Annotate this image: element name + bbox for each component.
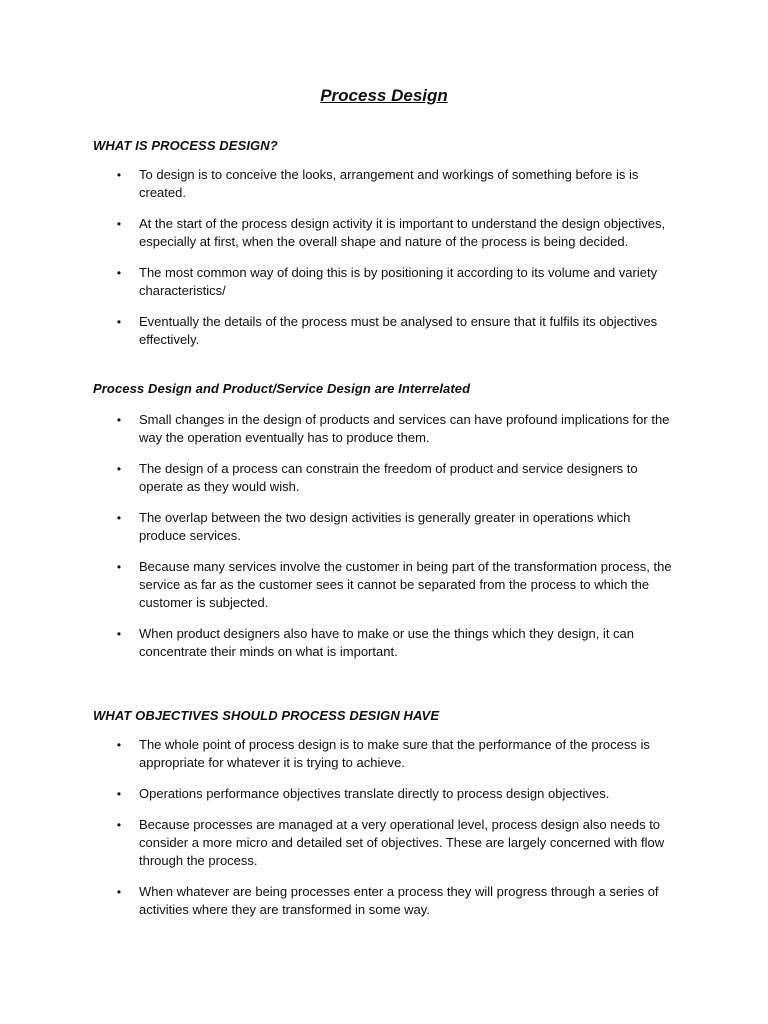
list-item <box>0 816 679 870</box>
list-item-text: The design of a process can constrain the freedom of product and service designers to operate as they would wish. <box>139 461 638 494</box>
bullet-icon: • <box>116 413 122 427</box>
section-heading-what-is-process-design: WHAT IS PROCESS DESIGN? <box>93 138 278 153</box>
section-heading-objectives: WHAT OBJECTIVES SHOULD PROCESS DESIGN HAVE <box>93 708 440 723</box>
list-item <box>0 215 679 251</box>
list-item-text: Because processes are managed at a very operational level, process design also needs to consider a more micro and detailed set of objectives. These are largely concerned with flow through the process. <box>139 817 665 868</box>
list-item <box>0 411 679 447</box>
list-item <box>0 460 679 496</box>
bullet-icon: • <box>116 560 122 574</box>
bullet-icon: • <box>116 787 122 801</box>
list-item <box>0 509 679 545</box>
list-item-text: When product designers also have to make or use the things which they design, it can concentrate their minds on what is important. <box>139 626 635 659</box>
bullet-icon: • <box>116 168 122 182</box>
bullet-icon: • <box>116 818 122 832</box>
bullet-icon: • <box>116 266 122 280</box>
bullet-list-interrelated <box>0 411 768 674</box>
list-item <box>0 736 679 772</box>
bullet-icon: • <box>116 627 122 641</box>
list-item-text: To design is to conceive the looks, arrangement and workings of something before is is created. <box>139 167 639 200</box>
page-title: Process Design <box>320 86 448 105</box>
list-item-text: The whole point of process design is to make sure that the performance of the process is appropriate for whatever it is trying to achieve. <box>139 737 650 770</box>
list-item-text: Operations performance objectives translate directly to process design objectives. <box>139 786 610 801</box>
list-item <box>0 313 679 349</box>
section-heading-interrelated: Process Design and Product/Service Design are Interrelated <box>93 381 471 396</box>
list-item-text: Small changes in the design of products and services can have profound implications for the way the operation eventually has to produce them. <box>139 412 670 445</box>
bullet-icon: • <box>116 511 122 525</box>
list-item-text: The overlap between the two design activities is generally greater in operations which produce services. <box>139 510 631 543</box>
list-item-text: At the start of the process design activity it is important to understand the design objectives, especially at first, when the overall shape and nature of the process is being decided. <box>139 216 666 249</box>
list-item <box>0 166 679 202</box>
list-item <box>0 785 679 803</box>
list-item <box>0 264 679 300</box>
bullet-list-objectives <box>0 736 768 932</box>
bullet-icon: • <box>116 885 122 899</box>
list-item-text: Because many services involve the customer in being part of the transformation process, the service as far as the customer sees it cannot be separated from the process to which the customer is subjected. <box>139 559 672 610</box>
list-item-text: The most common way of doing this is by positioning it according to its volume and variety characteristics/ <box>139 265 658 298</box>
bullet-icon: • <box>116 462 122 476</box>
bullet-icon: • <box>116 315 122 329</box>
list-item-text: When whatever are being processes enter a process they will progress through a series of activities where they are transformed in some way. <box>139 884 659 917</box>
list-item <box>0 625 679 661</box>
list-item <box>0 883 679 919</box>
bullet-icon: • <box>116 738 122 752</box>
bullet-icon: • <box>116 217 122 231</box>
bullet-list-what-is-process-design <box>0 166 768 362</box>
list-item <box>0 558 679 612</box>
list-item-text: Eventually the details of the process must be analysed to ensure that it fulfils its objectives effectively. <box>139 314 658 347</box>
